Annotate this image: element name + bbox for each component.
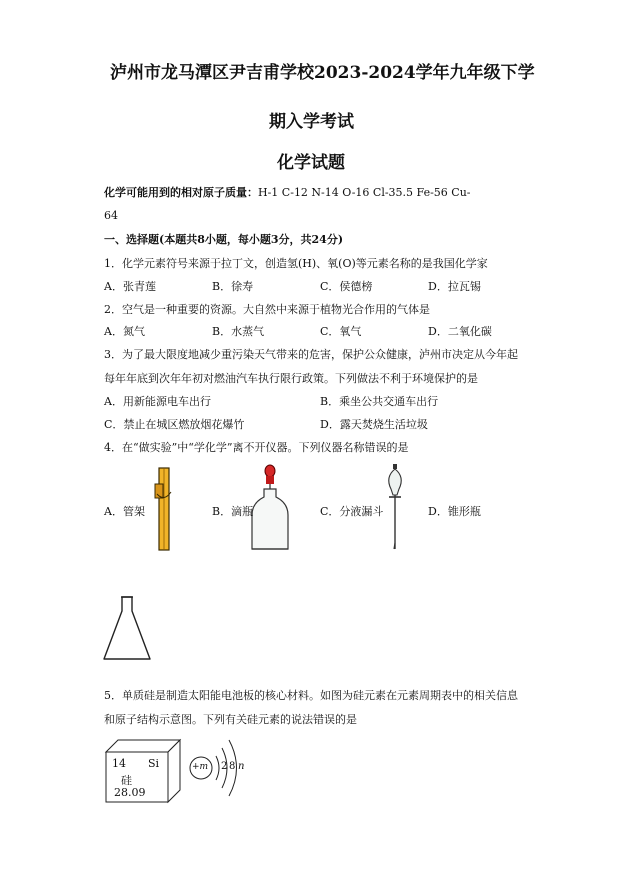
question-3-stem-line2: 每年年底到次年年初对燃油汽车执行限行政策。下列做法不利于环境保护的是 bbox=[104, 372, 478, 385]
question-5-stem-line1: 5．单质硅是制造太阳能电池板的核心材料。如图为硅元素在元素周期表中的相关信息 bbox=[104, 689, 518, 702]
conical-flask-image bbox=[102, 595, 152, 663]
separatory-funnel-image bbox=[383, 463, 407, 553]
atom-nucleus-charge: +m bbox=[192, 762, 209, 772]
section-heading: 一、选择题(本题共8小题，每小题3分，共24分) bbox=[104, 233, 344, 246]
question-3-option-c[interactable]: C．禁止在城区燃放烟花爆竹 bbox=[104, 418, 245, 431]
question-2-option-a[interactable]: A．氮气 bbox=[104, 325, 145, 338]
page-title: 泸州市龙马潭区尹吉甫学校2023-2024学年九年级下学 bbox=[110, 63, 535, 83]
atomic-masses-values: H-1 C-12 N-14 O-16 Cl-35.5 Fe-56 Cu- bbox=[258, 186, 471, 199]
question-1-option-b[interactable]: B．徐寿 bbox=[212, 280, 254, 293]
question-3-stem-line1: 3．为了最大限度地减少重污染天气带来的危害，保护公众健康，泸州市决定从今年起 bbox=[104, 348, 518, 361]
atom-shell-1: 2 bbox=[221, 761, 228, 772]
element-name: 硅 bbox=[121, 774, 132, 787]
question-2-option-c[interactable]: C．氧气 bbox=[320, 325, 362, 338]
atomic-masses-line2: 64 bbox=[104, 209, 118, 222]
atom-shell-2: 8 bbox=[229, 761, 236, 772]
question-4-option-d[interactable]: D．锥形瓶 bbox=[428, 505, 481, 518]
element-symbol: Si bbox=[148, 757, 160, 770]
question-1-option-d[interactable]: D．拉瓦锡 bbox=[428, 280, 481, 293]
question-4-option-b[interactable]: B．滴瓶 bbox=[212, 505, 254, 518]
page-title-line2: 期入学考试 bbox=[269, 112, 354, 132]
question-4-stem: 4．在“做实验”中“学化学”离不开仪器。下列仪器名称错误的是 bbox=[104, 441, 409, 454]
question-1-stem: 1．化学元素符号来源于拉丁文，创造氢(H)、氧(O)等元素名称的是我国化学家 bbox=[104, 257, 488, 270]
question-2-stem: 2．空气是一种重要的资源。大自然中来源于植物光合作用的气体是 bbox=[104, 303, 430, 316]
question-3-option-a[interactable]: A．用新能源电车出行 bbox=[104, 395, 211, 408]
atom-shell-3: n bbox=[238, 761, 245, 772]
question-4-option-a[interactable]: A．管架 bbox=[104, 505, 145, 518]
question-1-option-a[interactable]: A．张青莲 bbox=[104, 280, 156, 293]
question-1-option-c[interactable]: C．侯德榜 bbox=[320, 280, 373, 293]
question-3-option-d[interactable]: D．露天焚烧生活垃圾 bbox=[320, 418, 428, 431]
question-4-option-c[interactable]: C．分液漏斗 bbox=[320, 505, 384, 518]
dropper-bottle-image bbox=[248, 463, 292, 553]
atomic-masses-line1 bbox=[104, 184, 471, 200]
question-3-option-b[interactable]: B．乘坐公共交通车出行 bbox=[320, 395, 439, 408]
atomic-masses-label: 化学可能用到的相对原子质量： bbox=[104, 186, 258, 199]
element-mass: 28.09 bbox=[114, 786, 146, 799]
question-2-option-d[interactable]: D．二氧化碳 bbox=[428, 325, 492, 338]
question-5-stem-line2: 和原子结构示意图。下列有关硅元素的说法错误的是 bbox=[104, 713, 357, 726]
subject-title: 化学试题 bbox=[277, 153, 345, 173]
element-atomic-number: 14 bbox=[112, 757, 126, 770]
test-tube-holder-image bbox=[152, 464, 176, 552]
question-2-option-b[interactable]: B．水蒸气 bbox=[212, 325, 265, 338]
